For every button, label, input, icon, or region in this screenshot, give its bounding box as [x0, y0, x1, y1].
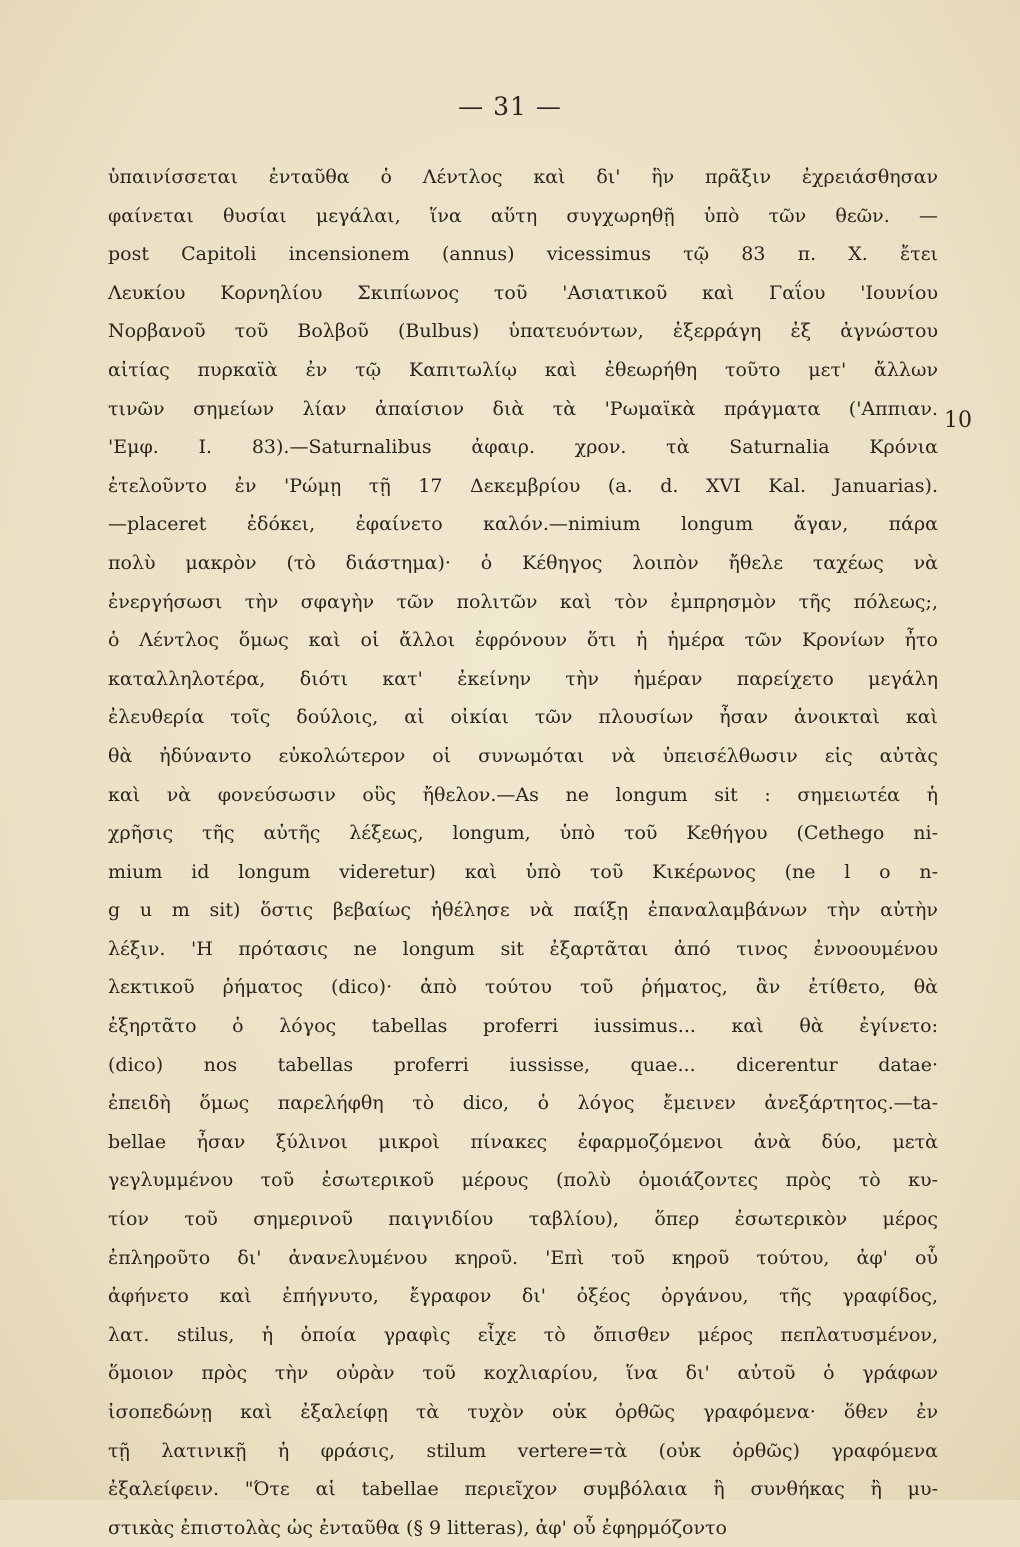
text-line: στικὰς ἐπιστολὰς ὡς ἐνταῦθα (§ 9 litteras), ἀφ' οὗ ἐφηρμόζοντο	[108, 1516, 727, 1539]
margin-line-number: 10	[944, 408, 972, 433]
text-line: g u m sit) ὅστις βεβαίως ἠθέλησε νὰ παίξῃ ἐπαναλαμβάνων τὴν αὐτὴν	[108, 899, 938, 922]
text-line: —placeret ἐδόκει, ἐφαίνετο καλόν.—nimium longum ἄγαν, πάρα	[108, 513, 938, 536]
text-line: ἀφήνετο καὶ ἐπήγνυτο, ἔγραφον δι' ὀξέος ὀργάνου, τῆς γραφίδος,	[108, 1285, 938, 1308]
text-line: λατ. stilus, ἡ ὁποία γραφὶς εἶχε τὸ ὄπισθεν μέρος πεπλατυσμένον,	[108, 1323, 938, 1346]
text-line: ἐλευθερία τοῖς δούλοις, αἱ οἰκίαι τῶν πλουσίων ἦσαν ἀνοικταὶ καὶ	[108, 706, 938, 729]
text-line: 'Εμφ. I. 83).—Saturnalibus ἀφαιρ. χρον. τὰ Saturnalia Κρόνια	[108, 436, 938, 459]
text-line: πολὺ μακρὸν (τὸ διάστημα)· ὁ Κέθηγος λοιπὸν ἤθελε ταχέως νὰ	[108, 551, 938, 574]
text-line: θὰ ἠδύναντο εὐκολώτερον οἱ συνωμόται νὰ ὑπεισέλθωσιν εἰς αὐτὰς	[108, 744, 938, 767]
text-line: Λευκίου Κορνηλίου Σκιπίωνος τοῦ 'Ασιατικοῦ καὶ Γαΐου 'Ιουνίου	[108, 281, 938, 304]
text-line: post Capitoli incensionem (annus) vicessimus τῷ 83 π. Χ. ἔτει	[108, 243, 938, 266]
text-line: καταλληλοτέρα, διότι κατ' ἐκείνην τὴν ἡμέραν παρείχετο μεγάλη	[108, 667, 938, 690]
text-line: ὅμοιον πρὸς τὴν οὐρὰν τοῦ κοχλιαρίου, ἵνα δι' αὐτοῦ ὁ γράφων	[108, 1362, 938, 1385]
text-line: ἐπειδὴ ὅμως παρελήφθη τὸ dico, ὁ λόγος ἔμεινεν ἀνεξάρτητος.—ta-	[108, 1092, 938, 1115]
text-line: τινῶν σημείων λίαν ἀπαίσιον διὰ τὰ 'Ρωμαϊκὰ πράγματα ('Αππιαν.	[108, 397, 938, 420]
text-line: ἐτελοῦντο ἐν 'Ρώμῃ τῇ 17 Δεκεμβρίου (a. d. XVI Kal. Januarias).	[108, 474, 938, 497]
text-line: ὑπαινίσσεται ἐνταῦθα ὁ Λέντλος καὶ δι' ἣν πρᾶξιν ἐχρειάσθησαν	[108, 166, 938, 188]
commentary-text	[108, 158, 938, 1547]
text-line: ὁ Λέντλος ὅμως καὶ οἱ ἄλλοι ἐφρόνουν ὅτι ἡ ἡμέρα τῶν Κρονίων ἦτο	[108, 629, 938, 652]
text-line: λέξιν. 'Η πρότασις ne longum sit ἐξαρτᾶται ἀπό τινος ἐννοουμένου	[108, 937, 938, 960]
text-line: τῇ λατινικῇ ἡ φράσις, stilum vertere=τὰ (οὐκ ὀρθῶς) γραφόμενα	[108, 1439, 938, 1462]
text-line: αἰτίας πυρκαϊὰ ἐν τῷ Καπιτωλίῳ καὶ ἐθεωρήθη τοῦτο μετ' ἄλλων	[108, 358, 938, 381]
text-line: mium id longum videretur) καὶ ὑπὸ τοῦ Κικέρωνος (ne l o n-	[108, 860, 938, 883]
text-line: Νορβανοῦ τοῦ Βολβοῦ (Bulbus) ὑπατευόντων, ἐξερράγη ἐξ ἀγνώστου	[108, 320, 938, 343]
text-line: γεγλυμμένου τοῦ ἐσωτερικοῦ μέρους (πολὺ ὁμοιάζοντες πρὸς τὸ κυ-	[108, 1169, 938, 1192]
text-line: χρῆσις τῆς αὐτῆς λέξεως, longum, ὑπὸ τοῦ Κεθήγου (Cethego ni-	[108, 822, 938, 845]
text-line: ἐξηρτᾶτο ὁ λόγος tabellas proferri iussimus... καὶ θὰ ἐγίνετο:	[108, 1015, 938, 1038]
text-line: ἐνεργήσωσι τὴν σφαγὴν τῶν πολιτῶν καὶ τὸν ἐμπρησμὸν τῆς πόλεως;,	[108, 590, 938, 613]
text-line: ἐπληροῦτο δι' ἀνανελυμένου κηροῦ. 'Επὶ τοῦ κηροῦ τούτου, ἀφ' οὗ	[108, 1246, 938, 1269]
text-line: φαίνεται θυσίαι μεγάλαι, ἵνα αὕτη συγχωρηθῇ ὑπὸ τῶν θεῶν. —	[108, 204, 938, 227]
text-line: (dico) nos tabellas proferri iussisse, quae... dicerentur datae·	[108, 1053, 938, 1076]
text-line: καὶ νὰ φονεύσωσιν οὓς ἤθελον.—As ne longum sit : σημειωτέα ἡ	[108, 783, 938, 806]
text-line: λεκτικοῦ ῥήματος (dico)· ἀπὸ τούτου τοῦ ῥήματος, ἂν ἐτίθετο, θὰ	[108, 976, 938, 999]
text-line: τίον τοῦ σημερινοῦ παιγνιδίου ταβλίου), ὅπερ ἐσωτερικὸν μέρος	[108, 1208, 938, 1231]
text-line: ἰσοπεδώνῃ καὶ ἐξαλείφῃ τὰ τυχὸν οὐκ ὀρθῶς γραφόμενα· ὅθεν ἐν	[108, 1401, 938, 1423]
text-line: bellae ἦσαν ξύλινοι μικροὶ πίνακες ἐφαρμοζόμενοι ἀνὰ δύο, μετὰ	[108, 1130, 938, 1153]
text-line: ἐξαλείφειν. "Ότε αἱ tabellae περιεῖχον συμβόλαια ἢ συνθήκας ἢ μυ-	[108, 1478, 938, 1501]
page-number: — 31 —	[458, 92, 562, 121]
